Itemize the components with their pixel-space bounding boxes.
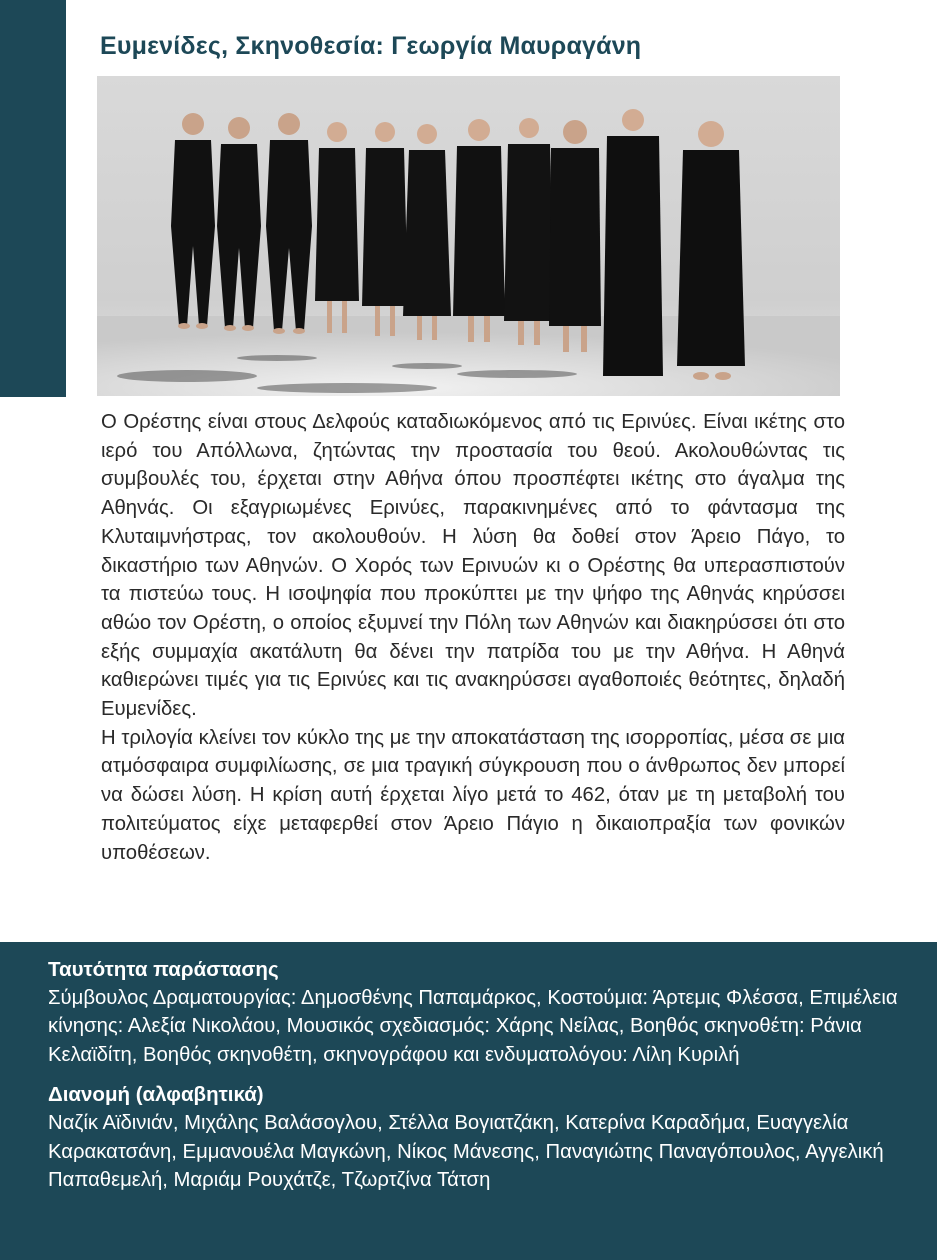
page-title: Ευμενίδες, Σκηνοθεσία: Γεωργία Μαυραγάνη xyxy=(100,32,642,60)
synopsis-paragraph-2: Η τριλογία κλείνει τον κύκλο της με την αποκατάσταση της ισορροπίας, μέσα σε μια ατμόσφαιρα συμφιλίωσης, σε μια τραγική σύγκρουση που ο άνθρωπος δεν μπορεί να δώσει λύση. Η κρίση αυτή έρχεται λίγο μετά το 462, όταν με τη μεταβολή του πολιτεύματος είχε μεταφερθεί στον Άρειο Πάγιο η δικαιοπραξία των φονικών υποθέσεων. xyxy=(101,726,845,864)
identity-heading: Ταυτότητα παράστασης xyxy=(48,958,279,981)
synopsis-paragraph-1: Ο Ορέστης είναι στους Δελφούς καταδιωκόμενος από τις Ερινύες. Είναι ικέτης στο ιερό του Απόλλωνα, ζητώντας την προστασία του θεού. Ακολουθώντας τις συμβουλές του, έρχεται στην Αθήνα όπου προσπέφτει ικέτης στο άγαλμα της Αθηνάς. Οι εξαγριωμένες Ερινύες, παρακινημένες από το φάντασμα της Κλυταιμνήστρας, τον ακολουθούν. Η λύση θα δοθεί στον Άρειο Πάγο, το δικαστήριο των Αθηνών. Ο Χορός των Ερινυών κι ο Ορέστης θα υπερασπιστούν τα πιστεύω τους. Η ισοψηφία που προκύπτει με την ψήφο της Αθηνάς κηρύσσει αθώο τον Ορέστη, ο οποίος εξυμνεί την Πόλη των Αθηνών και διακηρύσσει ότι στο εξής συμμαχία ακατάλυτη θα δένει την πατρίδα του με την Αθήνα. Η Αθηνά καθιερώνει τιμές για τις Ερινύες και τις ανακηρύσσει αγαθοποιές θεότητες, δηλαδή Ευμενίδες. xyxy=(101,411,845,721)
cast-text: Ναζίκ Αϊδινιάν, Μιχάλης Βαλάσογλου, Στέλλα Βογιατζάκη, Κατερίνα Καραδήμα, Ευαγγελία Καρακατσάνη, Εμμανουέλα Μαγκώνη, Νίκος Μάνεσης, Παναγιώτης Παναγόπουλος, Αγγελική Παπαθεμελή, Μαριάμ Ρουχάτζε, Τζωρτζίνα Τάτση xyxy=(48,1112,884,1192)
identity-text: Σύμβουλος Δραματουργίας: Δημοσθένης Παπαμάρκος, Κοστούμια: Άρτεμις Φλέσσα, Επιμέλεια κίνησης: Αλεξία Νικολάου, Μουσικός σχεδιασμός: Χάρης Νείλας, Βοηθός σκηνοθέτη: Ράνια Κελαϊδίτη, Βοηθός σκηνοθέτη, σκηνογράφου και ενδυματολόγου: Λίλη Κυριλή xyxy=(48,987,898,1066)
cast-heading: Διανομή (αλφαβητικά) xyxy=(48,1083,264,1107)
ensemble-cast-photo xyxy=(97,76,840,396)
synopsis xyxy=(101,408,845,867)
side-accent-bar xyxy=(0,0,66,397)
credits-panel xyxy=(0,942,937,1260)
